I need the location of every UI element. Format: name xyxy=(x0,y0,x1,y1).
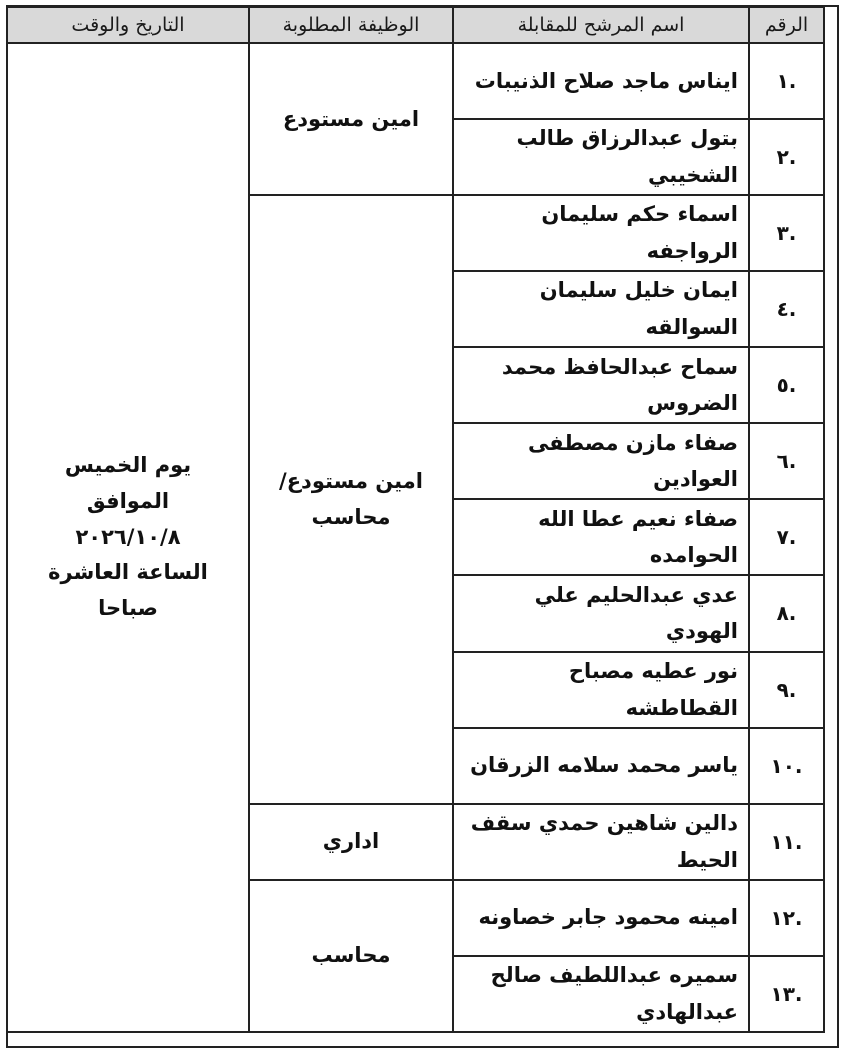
table-row xyxy=(7,43,824,119)
candidate-name: نور عطيه مصباح القطاطشه xyxy=(453,652,749,728)
candidate-name: ياسر محمد سلامه الزرقان xyxy=(453,728,749,804)
header-row xyxy=(7,7,824,43)
interview-datetime-cell xyxy=(7,43,249,1032)
candidate-name: عدي عبدالحليم علي الهودي xyxy=(453,575,749,651)
header-number: الرقم xyxy=(749,7,824,43)
job-title-cell: امين مستودع xyxy=(249,43,453,195)
row-number: .٨ xyxy=(749,575,824,651)
candidate-name: سميره عبداللطيف صالح عبدالهادي xyxy=(453,956,749,1032)
row-number: .٥ xyxy=(749,347,824,423)
header-candidate-name: اسم المرشح للمقابلة xyxy=(453,7,749,43)
header-date-time: التاريخ والوقت xyxy=(7,7,249,43)
row-number: .١٠ xyxy=(749,728,824,804)
candidate-name: بتول عبدالرزاق طالب الشخيبي xyxy=(453,119,749,195)
job-title-cell: اداري xyxy=(249,804,453,880)
job-title-cell: امين مستودع/ محاسب xyxy=(249,195,453,804)
row-number: .١٣ xyxy=(749,956,824,1032)
row-number: .٣ xyxy=(749,195,824,271)
row-number: .٢ xyxy=(749,119,824,195)
interview-day: يوم الخميس xyxy=(64,453,192,478)
interview-date: ٢٠٢٦/١٠/٨ xyxy=(75,524,181,549)
candidate-name: صفاء مازن مصطفى العوادين xyxy=(453,423,749,499)
row-number: .٧ xyxy=(749,499,824,575)
row-number: .٤ xyxy=(749,271,824,347)
candidate-name: دالين شاهين حمدي سقف الحيط xyxy=(453,804,749,880)
candidate-name: ايناس ماجد صلاح الذنيبات xyxy=(453,43,749,119)
row-number: .٦ xyxy=(749,423,824,499)
interview-time: الساعة العاشرة xyxy=(48,560,208,585)
interview-schedule-table xyxy=(6,6,825,1033)
row-number: .٩ xyxy=(749,652,824,728)
candidate-name: امينه محمود جابر خصاونه xyxy=(453,880,749,956)
row-number: .١ xyxy=(749,43,824,119)
candidate-name: صفاء نعيم عطا الله الحوامده xyxy=(453,499,749,575)
candidate-name: ايمان خليل سليمان السوالقه xyxy=(453,271,749,347)
candidate-name: سماح عبدالحافظ محمد الضروس xyxy=(453,347,749,423)
row-number: .١١ xyxy=(749,804,824,880)
candidate-name: اسماء حكم سليمان الرواجفه xyxy=(453,195,749,271)
header-job-title: الوظيفة المطلوبة xyxy=(249,7,453,43)
job-title-cell: محاسب xyxy=(249,880,453,1032)
interview-period: صباحا xyxy=(98,596,158,621)
row-number: .١٢ xyxy=(749,880,824,956)
interview-date-label: الموافق xyxy=(86,488,170,513)
